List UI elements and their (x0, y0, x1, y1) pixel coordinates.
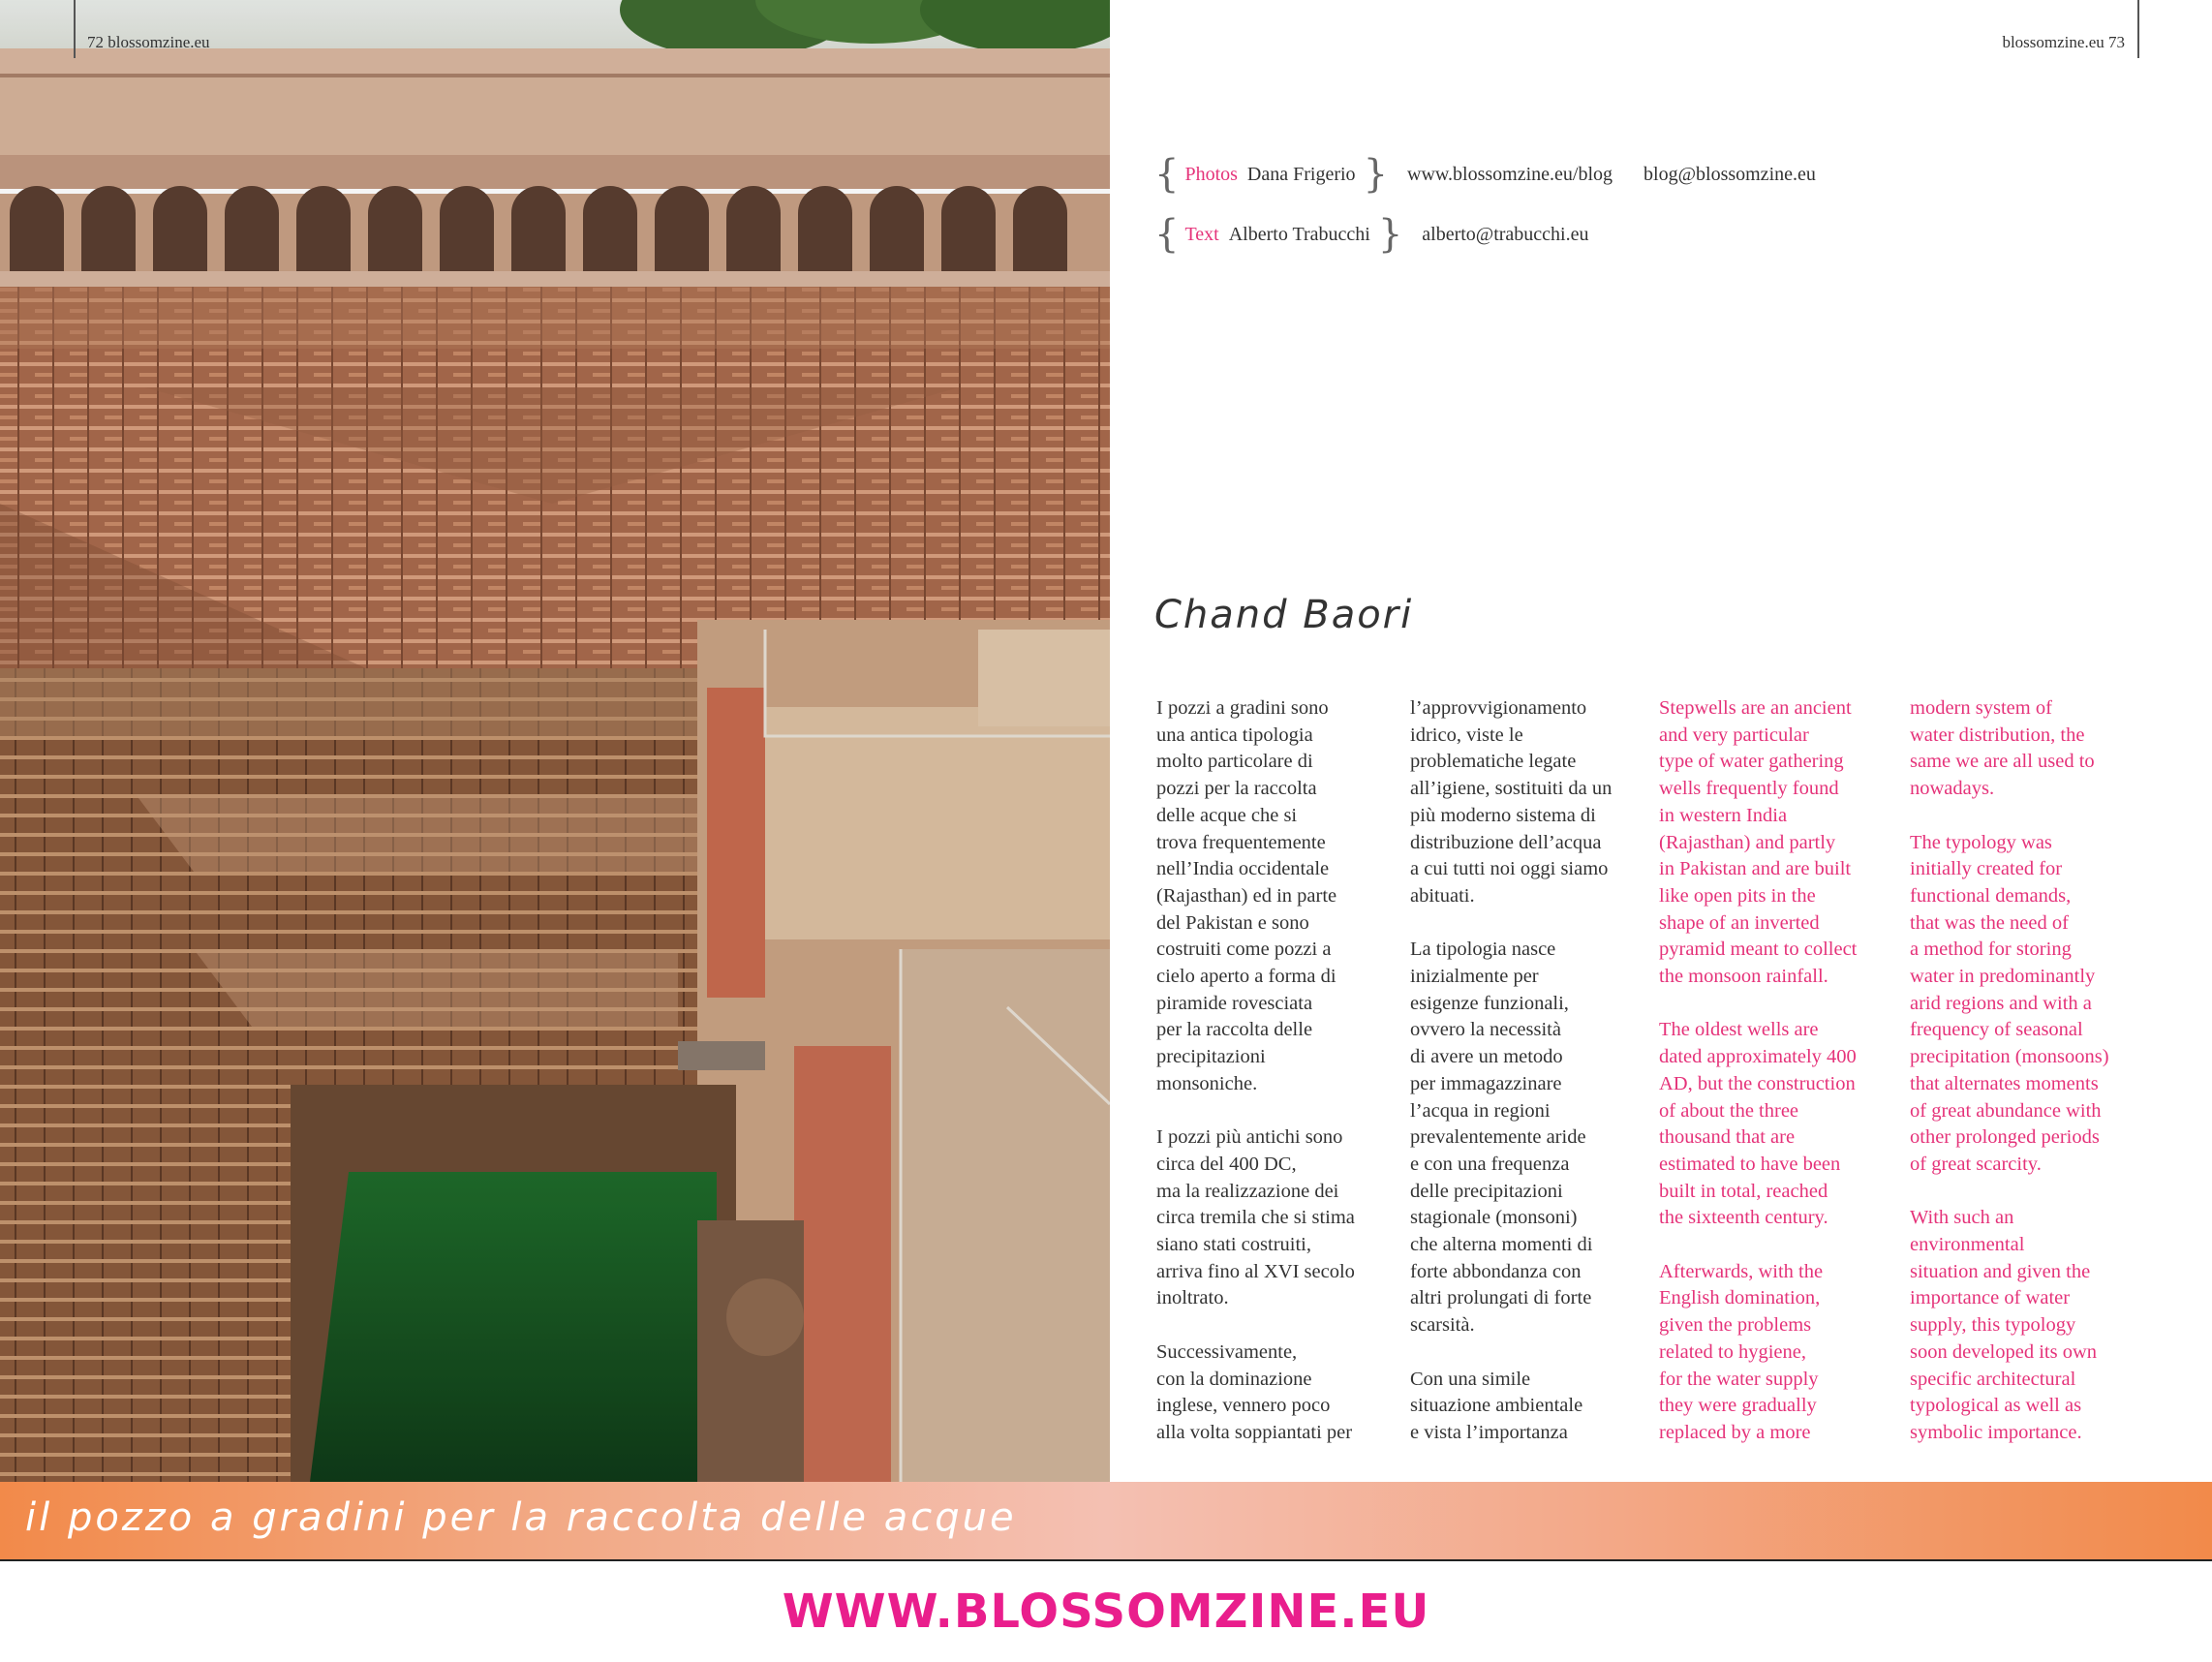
brace-close-icon: } (1377, 212, 1403, 257)
page-folio-left: 72 blossomzine.eu (87, 33, 210, 51)
paragraph: La tipologia nasce inizialmente per esigenze funzionali, ovvero la necessità di avere un metodo per immagazzinare l’acqua in regioni prevalentemente aride e con una frequenza delle precipitazioni stagionale (monsoni) che alterna momenti di forte abbondanza con altri prolungati di forte scarsità. (1410, 939, 1593, 1337)
paragraph: I pozzi a gradini sono una antica tipologia molto particolare di pozzi per la raccolta delle acque che si trova frequentemente nell’India occidentale (Rajasthan) ed in parte del Pakistan e sono costruiti come pozzi a cielo aperto a forma di piramide rovesciata per la raccolta delle precipitazioni monsoniche. (1156, 697, 1337, 1094)
paragraph: The oldest wells are dated approximately 400 AD, but the construction of about the three thousand that are estimated to have been built in total, reached the sixteenth century. (1659, 1019, 1857, 1229)
header-rule-right (2137, 0, 2139, 58)
photo-credit-label: Photos (1184, 163, 1238, 185)
paragraph: Con una simile situazione ambientale e vista l’importanza (1410, 1368, 1583, 1443)
paragraph: Afterwards, with the English domination, given the problems related to hygiene, for the water supply they were gradually replaced by a more (1659, 1260, 1824, 1443)
stepwell-photo (0, 0, 1110, 1482)
english-column-1 (1659, 695, 1901, 1473)
author-email-link[interactable]: alberto@trabucchi.eu (1422, 223, 1589, 245)
italian-column-2 (1410, 695, 1652, 1473)
article-title: Chand Baori (1154, 593, 1414, 637)
page-folio-right: blossomzine.eu 73 (2002, 33, 2125, 51)
banner-text: il pozzo a gradini per la raccolta delle acque (25, 1495, 1017, 1540)
banner-rule (0, 1559, 2212, 1561)
paragraph: l’approvvigionamento idrico, viste le problematiche legate all’igiene, sostituiti da un più moderno sistema di distribuzione dell’acqua a cui tutti noi oggi siamo abituati. (1410, 697, 1613, 907)
paragraph: I pozzi più antichi sono circa del 400 DC, ma la realizzazione dei circa tremila che si stima siano stati costruiti, arriva fino al XVI secolo inoltrato. (1156, 1126, 1355, 1309)
paragraph: The typology was initially created for functional demands, that was the need of a method for storing water in predominantly arid regions and with a frequency of seasonal precipitation (monsoons) that alternates moments of great abundance with other prolonged periods of great scarcity. (1910, 831, 2109, 1175)
text-credit (1154, 212, 1589, 257)
website-link[interactable]: WWW.BLOSSOMZINE.EU (782, 1585, 1430, 1639)
blog-email-link[interactable]: blog@blossomzine.eu (1644, 163, 1816, 185)
brace-close-icon: } (1363, 152, 1389, 197)
paragraph: Stepwells are an ancient and very particular type of water gathering wells frequently found in western India (Rajasthan) and partly in Pakistan and are built like open pits in the shape of an inverted pyramid meant to collect the monsoon rainfall. (1659, 697, 1858, 988)
italian-column-1 (1156, 695, 1398, 1473)
header-rule-left (74, 0, 76, 58)
brace-open-icon: { (1154, 212, 1180, 257)
paragraph: Successivamente, con la dominazione inglese, vennero poco alla volta soppiantati per (1156, 1340, 1353, 1443)
subtitle-banner (0, 1482, 2212, 1559)
photographer-name: Dana Frigerio (1246, 163, 1356, 185)
photo-credit (1154, 152, 1816, 197)
text-credit-label: Text (1184, 223, 1219, 245)
author-name: Alberto Trabucchi (1228, 223, 1370, 245)
paragraph: With such an environmental situation and given the importance of water supply, this typology soon developed its own specific architectural typological as well as symbolic importance. (1910, 1207, 2098, 1443)
blog-link[interactable]: www.blossomzine.eu/blog (1407, 163, 1613, 185)
english-column-2 (1910, 695, 2152, 1473)
brace-open-icon: { (1154, 152, 1180, 197)
paragraph: modern system of water distribution, the same we are all used to nowadays. (1910, 697, 2095, 800)
